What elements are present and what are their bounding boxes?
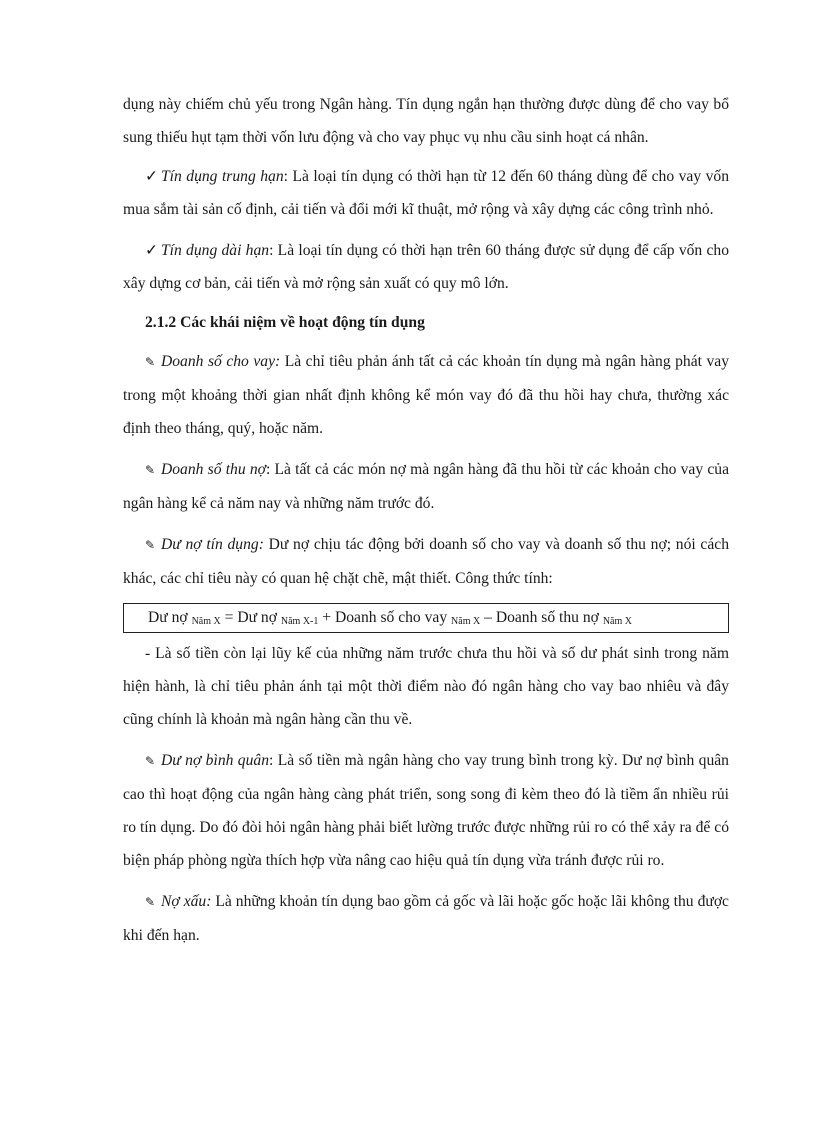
medium-term-text: : Là loại tín dụng có thời hạn từ 12 đến 60 tháng dùng để cho vay vốn mua sắm tài sản cố định, cải tiến và đổi mới kĩ thuật, mở rộng và xây dựng các công trình nhỏ. xyxy=(123,168,730,218)
check-icon: ✓ xyxy=(145,242,159,259)
loan-turnover-term: Doanh số cho vay: xyxy=(161,353,281,370)
outstanding-term: Dư nợ tín dụng: xyxy=(161,536,264,553)
average-outstanding-text: : Là số tiền mà ngân hàng cho vay trung bình trong kỳ. Dư nợ bình quân cao thì hoạt động của ngân hàng càng phát triển, song song đi kèm theo đó là tiềm ẩn nhiều rủi ro tín dụng. Do đó đòi hỏi ngân hàng phải biết lường trước được những rủi ro có thể xảy ra để có biện pháp phòng ngừa thích hợp vừa nâng cao hiệu quả tín dụng vừa tránh được rủi ro. xyxy=(123,752,729,869)
average-outstanding-paragraph xyxy=(123,744,729,877)
pencil-icon: ✎ xyxy=(145,895,156,909)
debt-recovery-text: : Là tất cả các món nợ mà ngân hàng đã thu hồi từ các khoản cho vay của ngân hàng kể cả năm nay và những năm trước đó. xyxy=(123,461,729,512)
long-term-term: Tín dụng dài hạn xyxy=(161,242,270,259)
pencil-icon: ✎ xyxy=(145,754,156,768)
formula-t1-sub: Năm X-1 xyxy=(280,616,319,627)
loan-turnover-text: Là chỉ tiêu phản ánh tất cả các khoản tín dụng mà ngân hàng phát vay trong một khoảng thời gian nhất định không kể món vay đó đã thu hồi hay chưa, thường xác định theo tháng, quý, hoặc năm. xyxy=(123,353,729,437)
document-page xyxy=(123,88,729,952)
formula-eq: = Dư nợ xyxy=(220,609,281,626)
intro-paragraph: dụng này chiếm chủ yếu trong Ngân hàng. Tín dụng ngắn hạn thường được dùng để cho vay bổ sung thiếu hụt tạm thời vốn lưu động và cho vay phục vụ nhu cầu sinh hoạt cá nhân. xyxy=(123,96,729,146)
formula-lhs-sub: Năm X xyxy=(191,616,221,627)
formula-note-paragraph: - Là số tiền còn lại lũy kế của những năm trước chưa thu hồi và số dư phát sinh trong năm hiện hành, là chỉ tiêu phản ánh tại một thời điểm nào đó ngân hàng cho vay bao nhiêu và đây cũng chính là khoản mà ngân hàng cần thu về. xyxy=(123,645,729,728)
bad-debt-text: Là những khoản tín dụng bao gồm cả gốc và lãi hoặc gốc hoặc lãi không thu được khi đến hạn. xyxy=(123,893,729,944)
pencil-icon: ✎ xyxy=(145,463,156,477)
long-term-text: : Là loại tín dụng có thời hạn trên 60 tháng được sử dụng để cấp vốn cho xây dựng cơ bản, cải tiến và mở rộng sản xuất có quy mô lớn. xyxy=(123,242,729,292)
medium-term-term: Tín dụng trung hạn xyxy=(161,168,284,185)
loan-turnover-paragraph xyxy=(123,345,729,445)
bad-debt-term: Nợ xấu: xyxy=(161,893,212,910)
section-heading: 2.1.2 Các khái niệm về hoạt động tín dụng xyxy=(145,314,425,331)
formula-t2-sub: Năm X xyxy=(451,616,481,627)
formula-minus: – Doanh số thu nợ xyxy=(480,609,603,626)
long-term-paragraph xyxy=(123,234,729,300)
formula-plus: + Doanh số cho vay xyxy=(318,609,452,626)
pencil-icon: ✎ xyxy=(145,538,156,552)
formula-t3-sub: Năm X xyxy=(602,616,632,627)
check-icon: ✓ xyxy=(145,168,159,185)
outstanding-paragraph xyxy=(123,528,729,595)
medium-term-paragraph xyxy=(123,160,729,226)
bad-debt-paragraph xyxy=(123,885,729,952)
average-outstanding-term: Dư nợ bình quân xyxy=(161,752,269,769)
outstanding-text: Dư nợ chịu tác động bởi doanh số cho vay và doanh số thu nợ; nói cách khác, các chỉ tiêu này có quan hệ chặt chẽ, mật thiết. Công thức tính: xyxy=(123,536,729,587)
debt-recovery-term: Doanh số thu nợ xyxy=(161,461,266,478)
debt-recovery-paragraph xyxy=(123,453,729,520)
formula-box xyxy=(123,603,729,633)
formula-lhs: Dư nợ xyxy=(148,609,192,626)
pencil-icon: ✎ xyxy=(145,355,156,369)
